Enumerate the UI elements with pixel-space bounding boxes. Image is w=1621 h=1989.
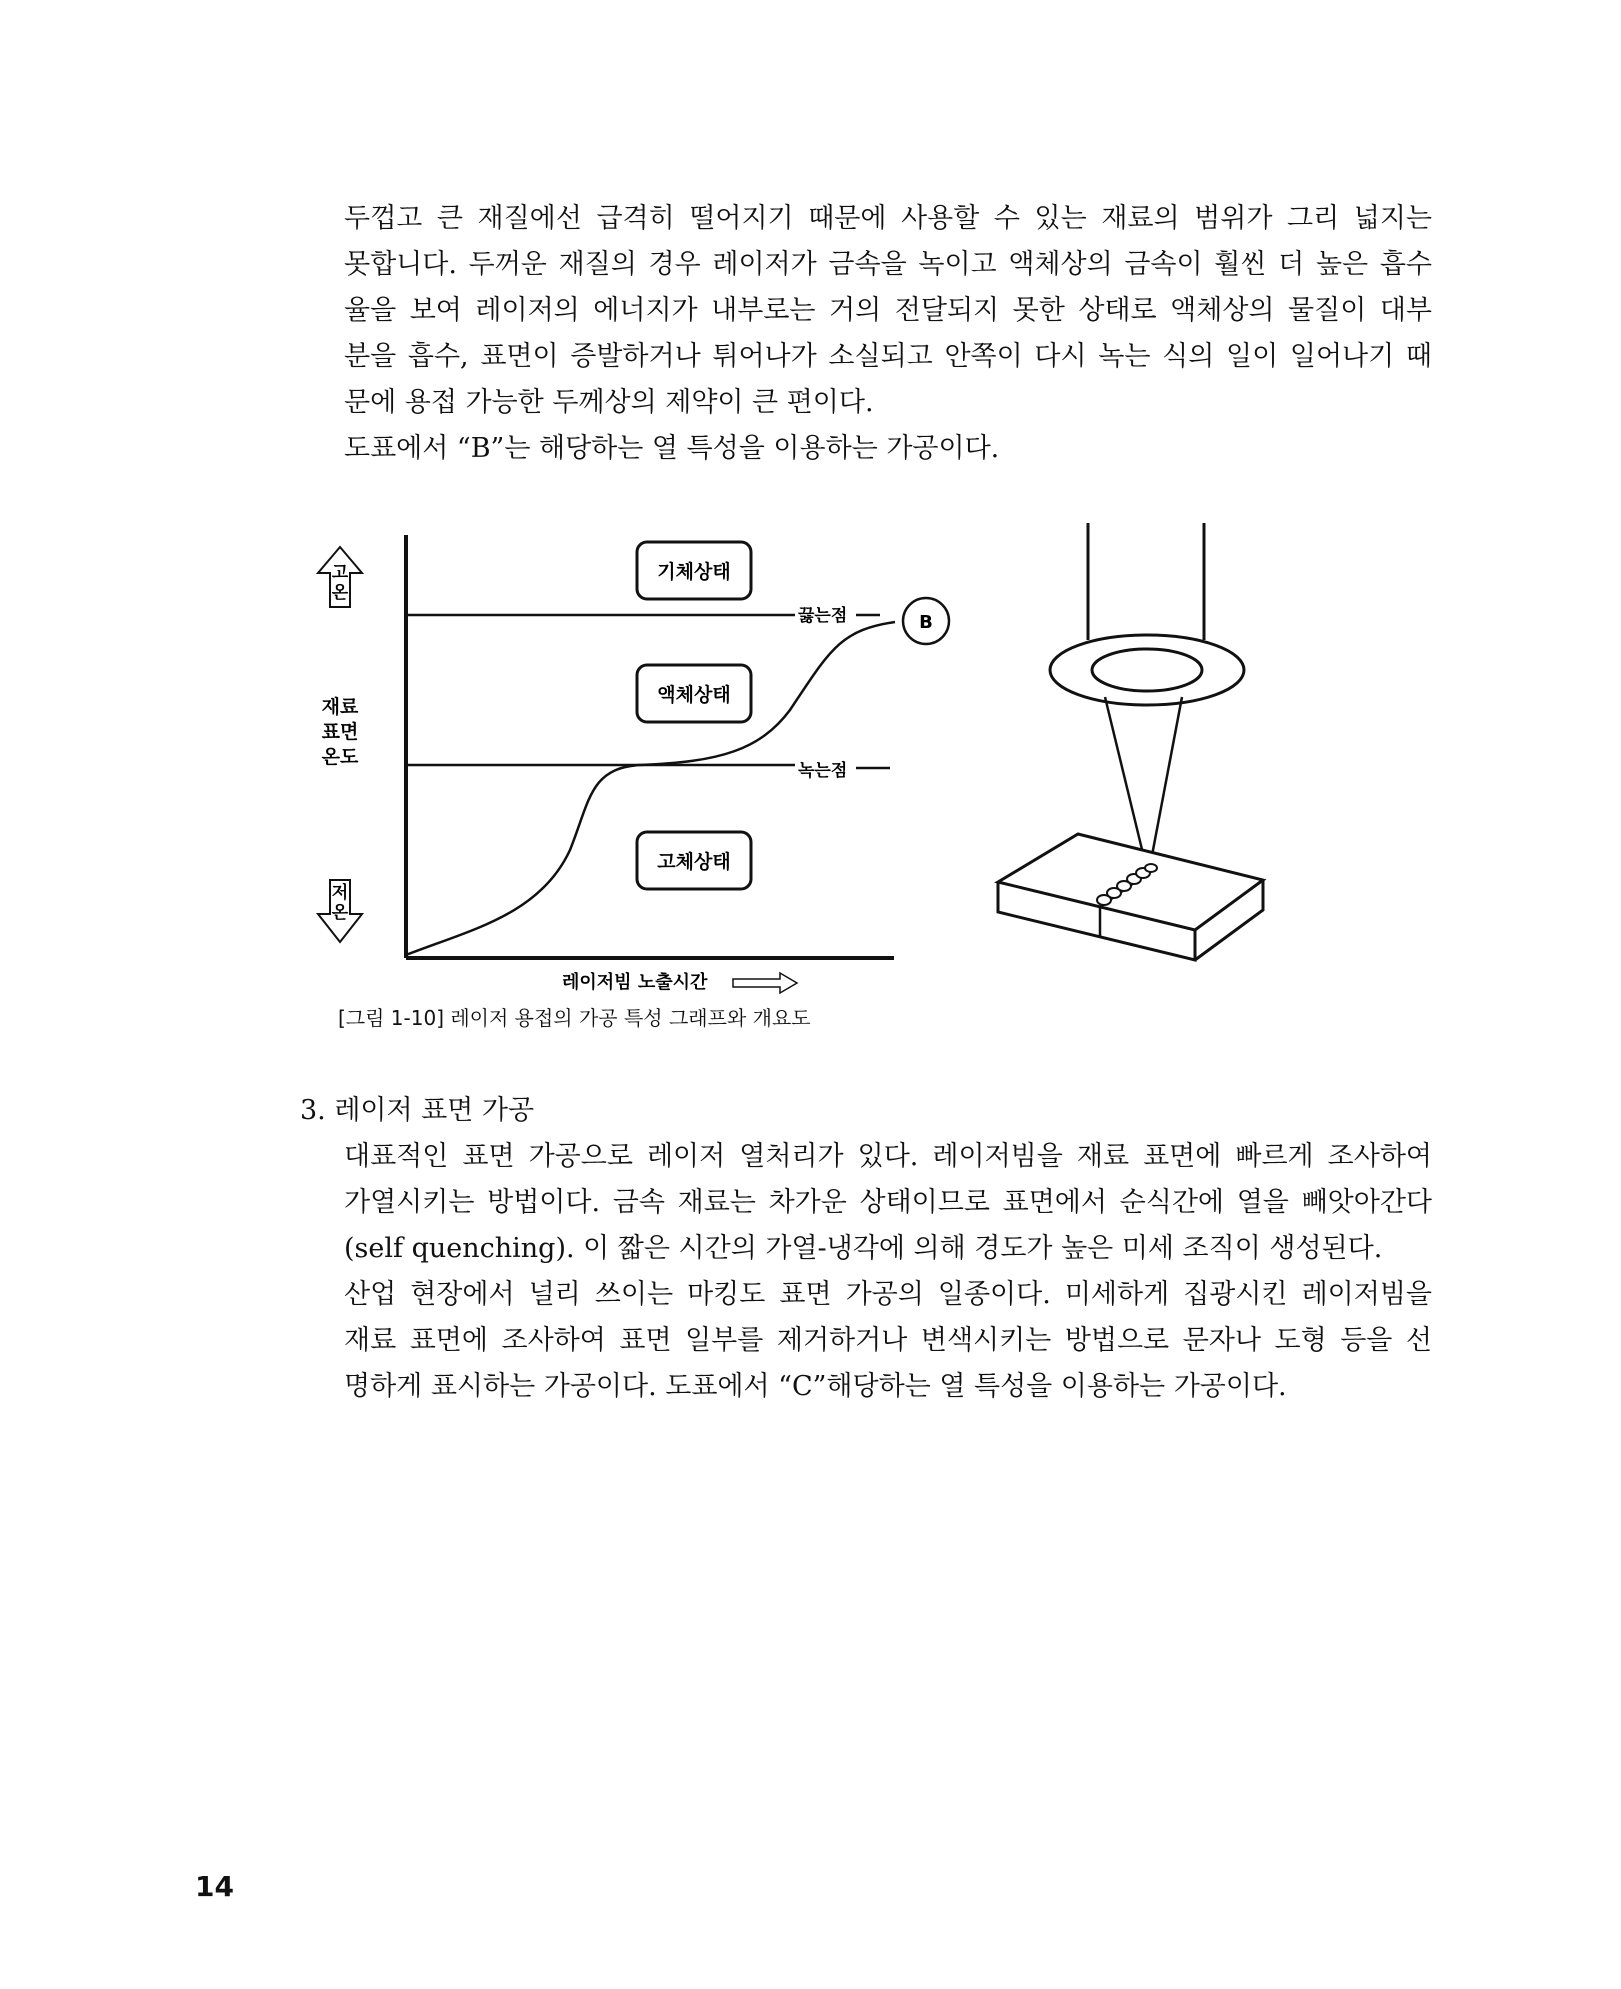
figure-caption: [그림 1-10] 레이저 용접의 가공 특성 그래프와 개요도 <box>338 1006 811 1030</box>
paragraph-line: 산업 현장에서 널리 쓰이는 마킹도 표면 가공의 일종이다. 미세하게 집광시킨 레이저빔을 <box>344 1279 1432 1310</box>
paragraph-line: 가열시키는 방법이다. 금속 재료는 차가운 상태이므로 표면에서 순식간에 열을 빼앗아간다 <box>344 1187 1432 1218</box>
paragraph-line: 명하게 표시하는 가공이다. 도표에서 “C”해당하는 열 특성을 이용하는 가공이다. <box>344 1371 1287 1402</box>
x-axis-label: 레이저빔 노출시간 <box>562 972 708 993</box>
paragraph-line: (self quenching). 이 짧은 시간의 가열-냉각에 의해 경도가 높은 미세 조직이 생성된다. <box>344 1233 1383 1264</box>
y-axis-label-3: 온도 <box>321 746 359 768</box>
y-axis-label-1: 재료 <box>321 696 359 718</box>
x-axis-arrow <box>733 973 797 993</box>
y-axis-label-2: 표면 <box>321 721 359 743</box>
gas-state-label: 기체상태 <box>657 561 731 583</box>
high-temp-label-1: 고 <box>331 563 349 583</box>
paragraph-line: 도표에서 “B”는 해당하는 열 특성을 이용하는 가공이다. <box>344 433 1000 464</box>
paragraph-line: 율을 보여 레이저의 에너지가 내부로는 거의 전달되지 못한 상태로 액체상의 물질이 대부 <box>344 295 1432 326</box>
laser-welding-diagram <box>998 523 1263 960</box>
paragraph-2 <box>344 1134 1432 1410</box>
melting-point-label: 녹는점 <box>798 761 848 781</box>
boiling-point-label: 끓는점 <box>798 606 848 626</box>
paragraph-line: 분을 흡수, 표면이 증발하거나 튀어나가 소실되고 안쪽이 다시 녹는 식의 일이 일어나기 때 <box>344 341 1432 372</box>
solid-state-label: 고체상태 <box>657 851 731 873</box>
point-b-label: B <box>919 612 933 633</box>
liquid-state-label: 액체상태 <box>657 684 731 706</box>
page-number: 14 <box>195 1870 234 1903</box>
section-heading: 3. 레이저 표면 가공 <box>300 1095 535 1126</box>
high-temp-label-2: 온 <box>331 583 349 603</box>
paragraph-line: 못합니다. 두꺼운 재질의 경우 레이저가 금속을 녹이고 액체상의 금속이 훨씬 더 높은 흡수 <box>344 249 1432 280</box>
low-temp-label-1: 저 <box>331 883 349 903</box>
paragraph-line: 재료 표면에 조사하여 표면 일부를 제거하거나 변색시키는 방법으로 문자나 도형 등을 선 <box>344 1325 1432 1356</box>
paragraph-line: 문에 용접 가능한 두께상의 제약이 큰 편이다. <box>344 387 874 418</box>
paragraph-line: 대표적인 표면 가공으로 레이저 열처리가 있다. 레이저빔을 재료 표면에 빠르게 조사하여 <box>344 1141 1432 1172</box>
paragraph-line: 두껍고 큰 재질에선 급격히 떨어지기 때문에 사용할 수 있는 재료의 범위가 그리 넓지는 <box>344 203 1432 234</box>
low-temp-label-2: 온 <box>331 903 349 923</box>
